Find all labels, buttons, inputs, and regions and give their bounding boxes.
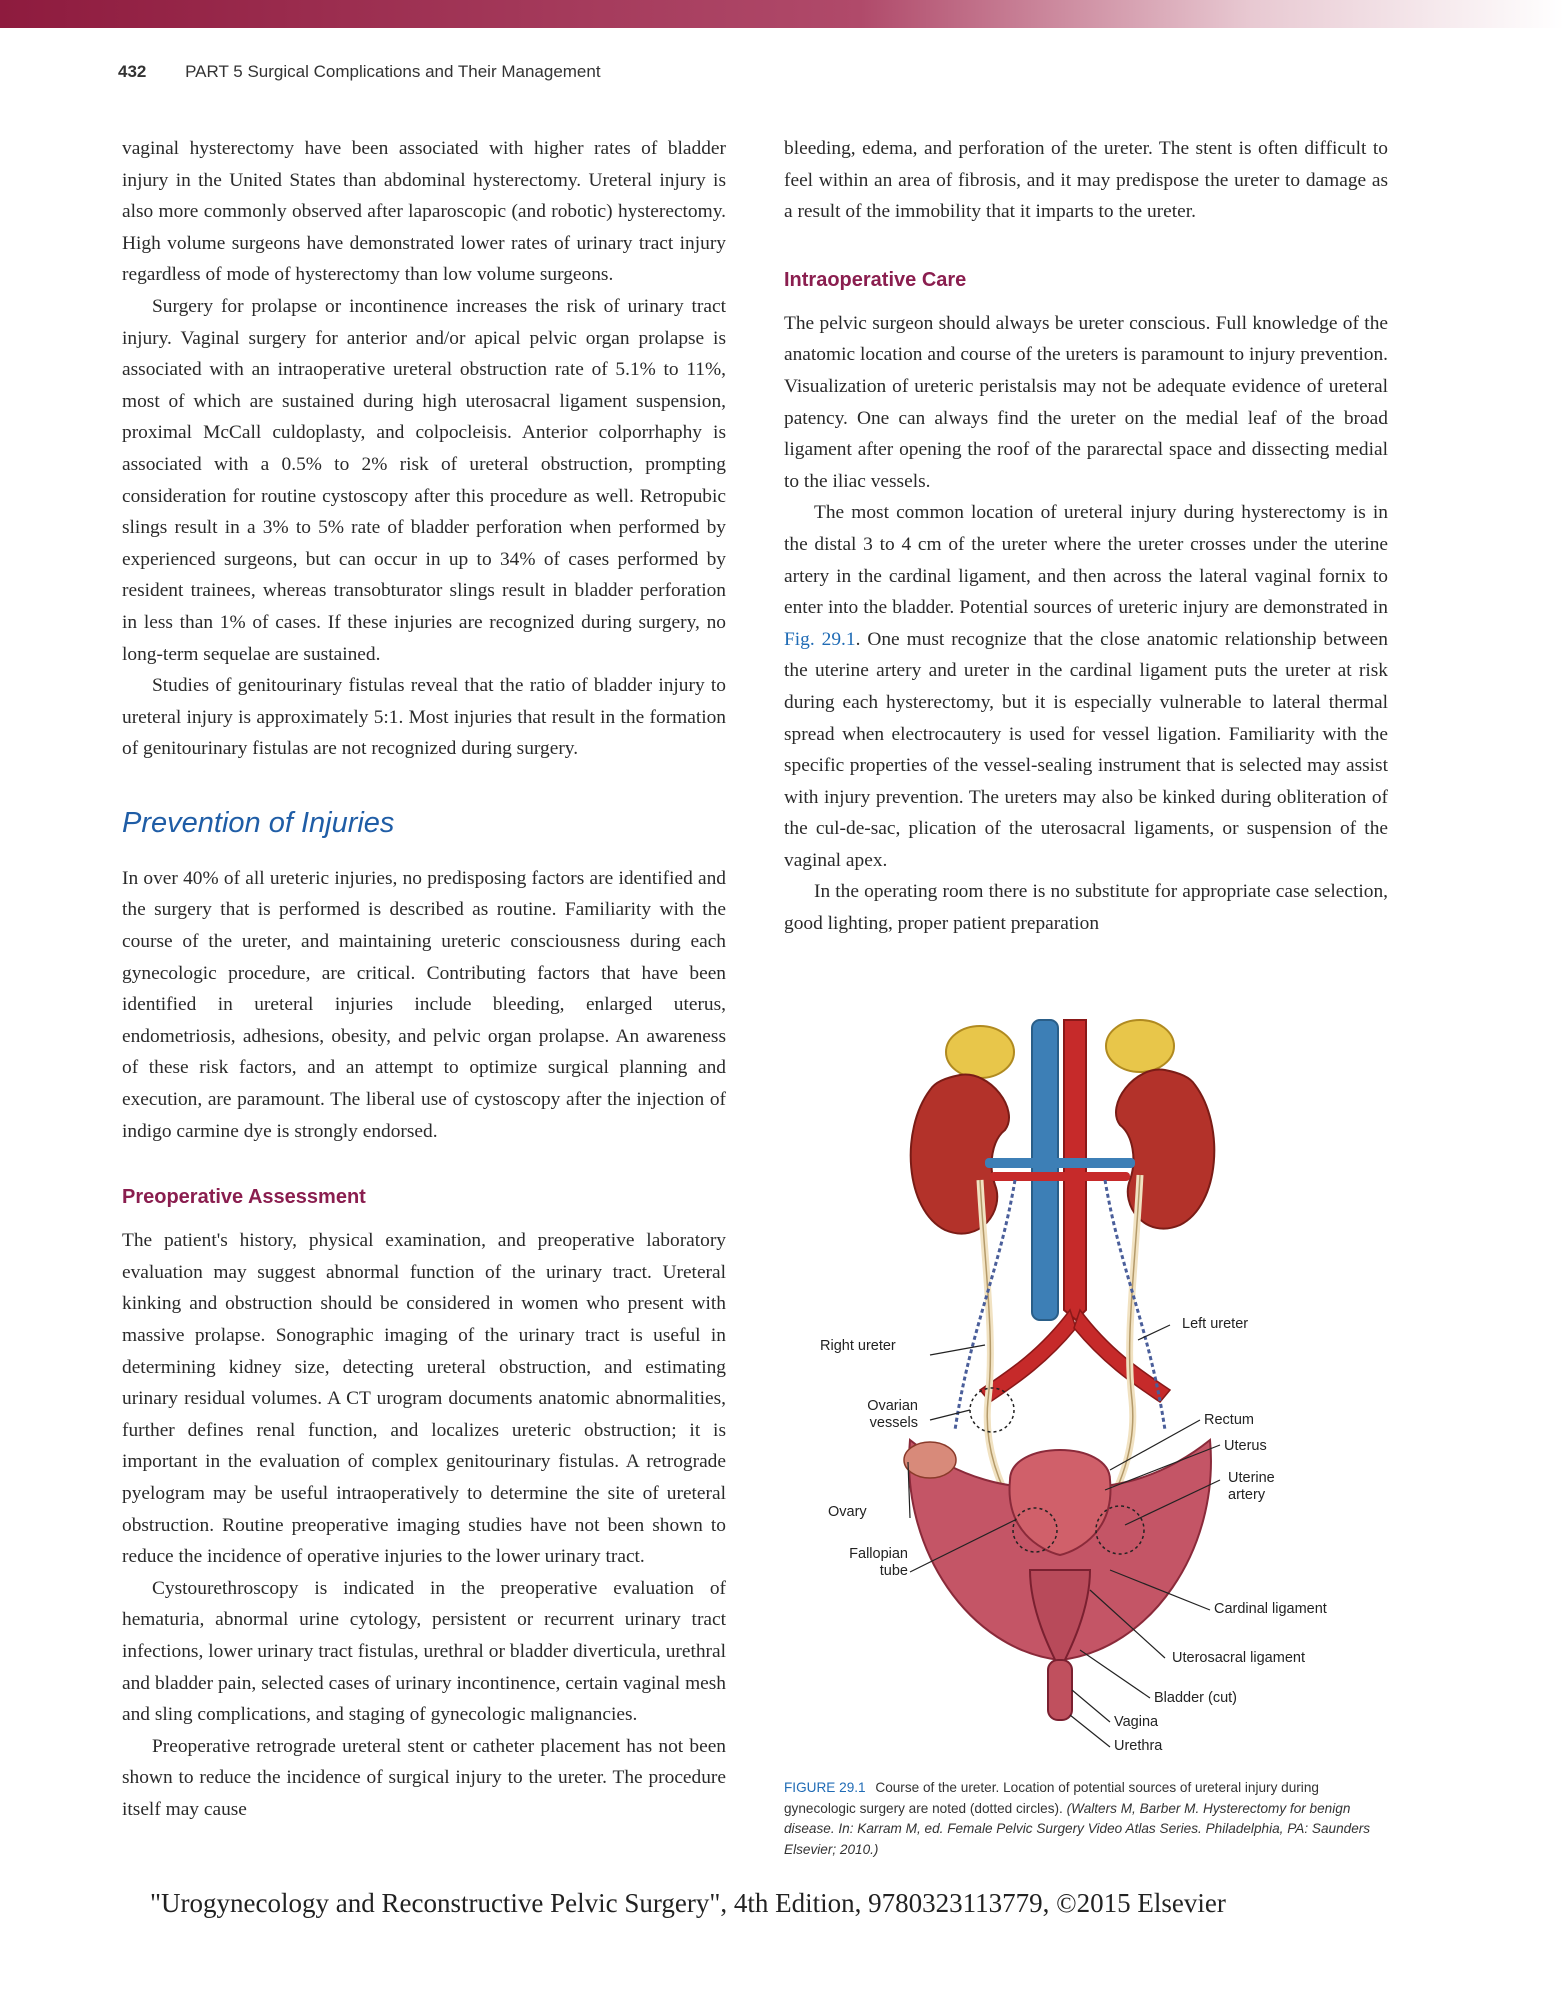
caption-source: (Walters M, Barber M. Hysterectomy for benign disease. In: Karram M, ed. Female Pelvic Surgery Video Atlas Series. Philadelphia, PA: Saunders Elsevier; 2010.) [784, 1800, 1371, 1857]
caption-text: Course of the ureter. Location of potential sources of ureteral injury during gynecologic surgery are noted (dotted circles). [784, 1780, 1319, 1816]
paragraph: bleeding, edema, and perforation of the ureter. The stent is often difficult to feel within an area of fibrosis, and it may predispose the ureter to damage as a result of the immobility that it imparts to the ureter. [784, 138, 1388, 223]
text-run: The most common location of ureteral injury during hysterectomy is in the distal 3 to 4 cm of the ureter where the ureter crosses under the uterine artery in the cardinal ligament, and then across the lateral vaginal fornix to enter into the bladder. Potential sources of ureteric injury are demonstrated in [784, 502, 1388, 619]
paragraph: The patient's history, physical examination, and preoperative laboratory evaluation may suggest abnormal function of the urinary tract. Ureteral kinking and obstruction should be considered in women who present with massive prolapse. Sonographic imaging of the urinary tract is useful in determining kidney size, detecting ureteral obstruction, and estimating urinary residual volumes. A CT urogram documents anatomic abnormalities, further defines renal function, and localizes ureteric obstruction; it is important in the evaluation of complex genitourinary fistulas. A retrograde pyelogram may be useful intraoperatively to determine the site of ureteral obstruction. Routine preoperative imaging studies have not been shown to reduce the incidence of operative injuries to the lower urinary tract. [122, 1230, 726, 1568]
label-uterosacral-ligament: Uterosacral ligament [1172, 1650, 1305, 1666]
figure-number: FIGURE 29.1 [784, 1780, 866, 1795]
text-run: . One must recognize that the close anatomic relationship between the uterine artery and ureter in the cardinal ligament puts the ureter at risk during each hysterectomy, but it is especially vulnerable to lateral thermal spread when electrocautery is used for vessel ligation. Familiarity with the specific properties of the vessel-sealing instrument that is selected may assist with injury prevention. The ureters may also be kinked during obliteration of the cul-de-sac, plication of the uterosacral ligaments, or suspension of the vaginal apex. [784, 628, 1388, 871]
figure-caption [784, 1778, 1388, 1860]
label-ovarian-vessels: Ovarian vessels [867, 1398, 918, 1431]
figure-reference-link[interactable]: Fig. 29.1 [784, 628, 856, 650]
subheading-preoperative: Preoperative Assessment [122, 1186, 366, 1209]
label-urethra: Urethra [1114, 1738, 1163, 1754]
label-cardinal-ligament: Cardinal ligament [1214, 1601, 1327, 1617]
section-heading-prevention: Prevention of Injuries [122, 806, 395, 839]
paragraph: In over 40% of all ureteric injuries, no predisposing factors are identified and the surgery that is performed is described as routine. Familiarity with the course of the ureter, and maintaining ureteric consciousness during each gynecologic procedure, are critical. Contributing factors that have been identified in ureteral injuries include bleeding, enlarged uterus, endometriosis, adhesions, obesity, and pelvic organ prolapse. An awareness of these risk factors, and an attempt to optimize surgical planning and execution, are paramount. The liberal use of cystoscopy after the injection of indigo carmine dye is strongly endorsed. [122, 867, 726, 1142]
label-vagina: Vagina [1114, 1714, 1159, 1730]
right-column [784, 133, 1388, 940]
paragraph: In the operating room there is no substitute for appropriate case selection, good lighting, proper patient preparation [784, 881, 1388, 935]
citation-footer: "Urogynecology and Reconstructive Pelvic Surgery", 4th Edition, 9780323113779, ©2015 Elsevier [150, 1888, 1226, 1918]
top-color-band [0, 0, 1564, 28]
paragraph: vaginal hysterectomy have been associated with higher rates of bladder injury in the United States than abdominal hysterectomy. Ureteral injury is also more commonly observed after laparoscopic (and robotic) hysterectomy. High volume surgeons have demonstrated lower rates of urinary tract injury regardless of mode of hysterectomy than low volume surgeons. [122, 138, 726, 286]
paragraph: Studies of genitourinary fistulas reveal that the ratio of bladder injury to ureteral injury is approximately 5:1. Most injuries that result in the formation of genitourinary fistulas are not recognized during surgery. [122, 675, 726, 760]
anatomy-figure [780, 1010, 1400, 1754]
page-number: 432 [118, 62, 147, 81]
paragraph: The pelvic surgeon should always be ureter conscious. Full knowledge of the anatomic location and course of the ureters is paramount to injury prevention. Visualization of ureteric peristalsis may not be adequate evidence of ureteral patency. One can always find the ureter on the medial leaf of the broad ligament after opening the roof of the pararectal space and dissecting medial to the iliac vessels. [784, 312, 1388, 492]
label-fallopian-tube: Fallopian tube [849, 1546, 908, 1579]
subheading-intraoperative: Intraoperative Care [784, 268, 967, 291]
paragraph: Cystourethroscopy is indicated in the preoperative evaluation of hematuria, abnormal urine cytology, persistent or recurrent urinary tract infections, lower urinary tract fistulas, urethral or bladder diverticula, urethral and bladder pain, selected cases of urinary incontinence, certain vaginal mesh and sling complications, and staging of gynecologic malignancies. [122, 1577, 726, 1726]
label-ovary: Ovary [828, 1504, 867, 1520]
paragraph: Preoperative retrograde ureteral stent or catheter placement has not been shown to reduce the incidence of surgical injury to the ureter. The procedure itself may cause [122, 1735, 726, 1820]
left-column [122, 133, 726, 1826]
urinary-tract-illustration [780, 1010, 1400, 1750]
running-title: PART 5 Surgical Complications and Their Management [185, 62, 601, 81]
label-bladder: Bladder (cut) [1154, 1690, 1238, 1706]
label-rectum: Rectum [1204, 1412, 1254, 1428]
label-right-ureter: Right ureter [820, 1338, 896, 1354]
paragraph: Surgery for prolapse or incontinence increases the risk of urinary tract injury. Vaginal surgery for anterior and/or apical pelvic organ prolapse is associated with an intraoperative ureteral obstruction rate of 5.1% to 11%, most of which are sustained during high uterosacral ligament suspension, proximal McCall culdoplasty, and colpocleisis. Anterior colporrhaphy is associated with a 0.5% to 2% risk of ureteral obstruction, prompting consideration for routine cystoscopy after this procedure as well. Retropubic slings result in a 3% to 5% rate of bladder perforation when performed by experienced surgeons, but can occur in up to 34% of cases performed by resident trainees, whereas transobturator slings result in bladder perforation in less than 1% of cases. If these injuries are recognized during surgery, no long-term sequelae are sustained. [122, 295, 726, 665]
paragraph-with-figref [784, 497, 1388, 876]
label-uterus: Uterus [1224, 1438, 1267, 1454]
running-header [118, 62, 1478, 92]
label-left-ureter: Left ureter [1182, 1316, 1249, 1332]
label-uterine-artery: Uterine artery [1228, 1470, 1275, 1503]
